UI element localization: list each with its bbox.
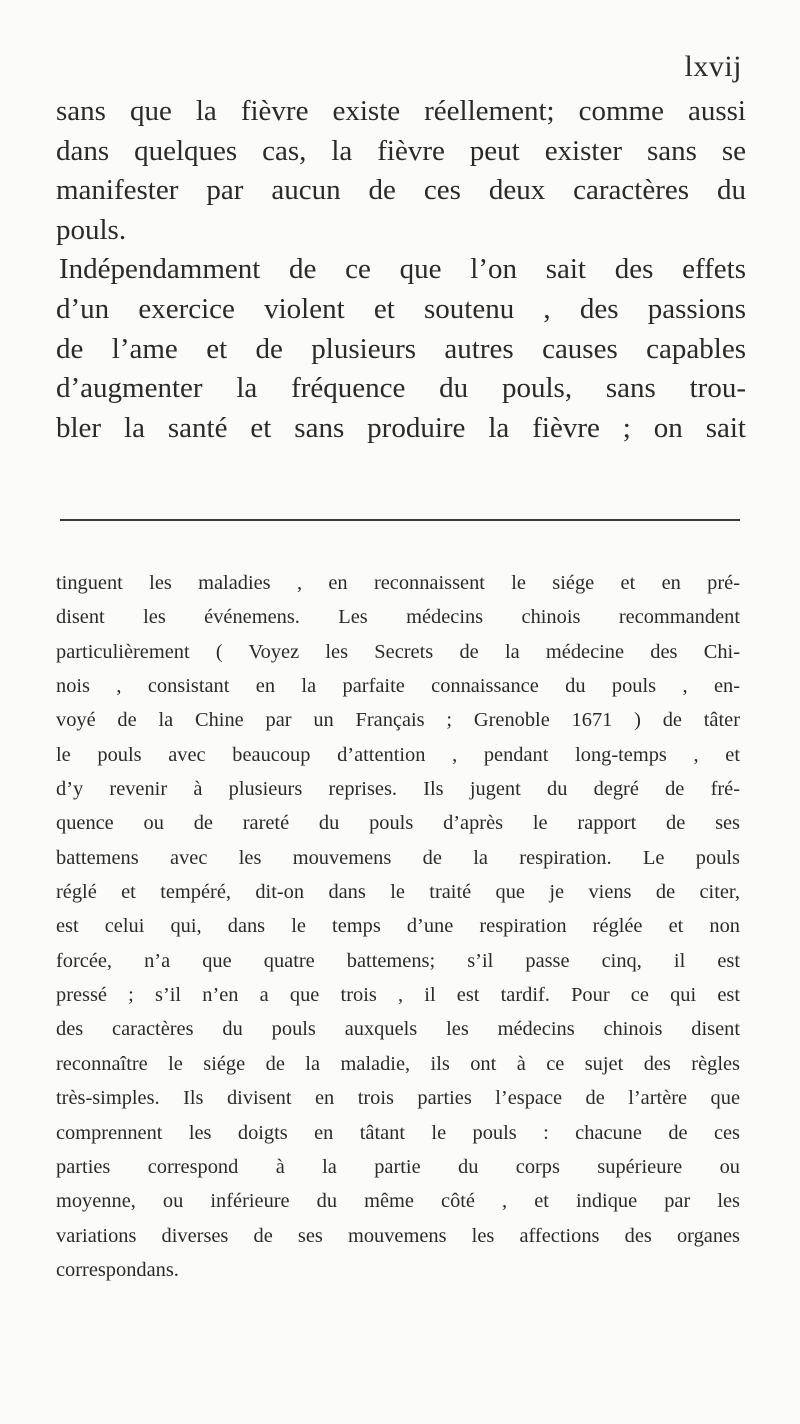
footnote-line: pressé ; s’il n’en a que trois , il est tardif. Pour ce qui est xyxy=(56,984,740,1007)
main-text xyxy=(56,92,746,448)
text-line: d’augmenter la fréquence du pouls, sans trou- xyxy=(56,372,746,405)
footnote-separator xyxy=(60,519,740,521)
footnote-line: comprennent les doigts en tâtant le pouls : chacune de ces xyxy=(56,1121,740,1144)
footnote-line: voyé de la Chine par un Français ; Grenoble 1671 ) de tâter xyxy=(56,709,740,732)
text-line: sans que la fièvre existe réellement; comme aussi xyxy=(56,95,746,127)
footnote-line: très-simples. Ils divisent en trois parties l’espace de l’artère que xyxy=(56,1087,740,1110)
footnote-line: variations diverses de ses mouvemens les affections des organes xyxy=(56,1224,740,1247)
text-line: pouls. xyxy=(56,213,127,246)
footnote-line: des caractères du pouls auxquels les médecins chinois disent xyxy=(56,1018,740,1041)
footnote-line: moyenne, ou inférieure du même côté , et indique par les xyxy=(56,1190,740,1213)
footnote-line: quence ou de rareté du pouls d’après le rapport de ses xyxy=(56,812,740,835)
paragraph-first-line: Indépendamment de ce que l’on sait des effets xyxy=(59,253,746,286)
footnote-line: particulièrement ( Voyez les Secrets de la médecine des Chi- xyxy=(56,640,740,663)
footnote-line: le pouls avec beaucoup d’attention , pendant long-temps , et xyxy=(56,743,740,766)
text-line: dans quelques cas, la fièvre peut exister sans se xyxy=(56,134,746,167)
footnote-line: parties correspond à la partie du corps supérieure ou xyxy=(56,1155,740,1178)
footnote-line: reconnaître le siége de la maladie, ils ont à ce sujet des règles xyxy=(56,1052,740,1075)
footnote-line: battemens avec les mouvemens de la respiration. Le pouls xyxy=(56,846,740,869)
footnote xyxy=(56,566,740,1287)
text-line: bler la santé et sans produire la fièvre ; on sait xyxy=(56,411,746,444)
footnote-line: d’y revenir à plusieurs reprises. Ils jugent du degré de fré- xyxy=(56,778,740,801)
footnote-line: est celui qui, dans le temps d’une respiration réglée et non xyxy=(56,915,740,938)
footnote-line: forcée, n’a que quatre battemens; s’il passe cinq, il est xyxy=(56,949,740,972)
footnote-line: disent les événemens. Les médecins chinois recommandent xyxy=(56,606,740,629)
footnote-line: réglé et tempéré, dit-on dans le traité que je viens de citer, xyxy=(56,881,740,904)
page-number: lxvij xyxy=(684,50,742,83)
footnote-line: nois , consistant en la parfaite connaissance du pouls , en- xyxy=(56,675,740,698)
text-line: d’un exercice violent et soutenu , des passions xyxy=(56,292,746,325)
footnote-line: tinguent les maladies , en reconnaissent le siége et en pré- xyxy=(56,572,740,594)
text-line: de l’ame et de plusieurs autres causes capables xyxy=(56,332,746,365)
footnote-line: correspondans. xyxy=(56,1258,179,1281)
text-line: manifester par aucun de ces deux caractères du xyxy=(56,174,746,207)
